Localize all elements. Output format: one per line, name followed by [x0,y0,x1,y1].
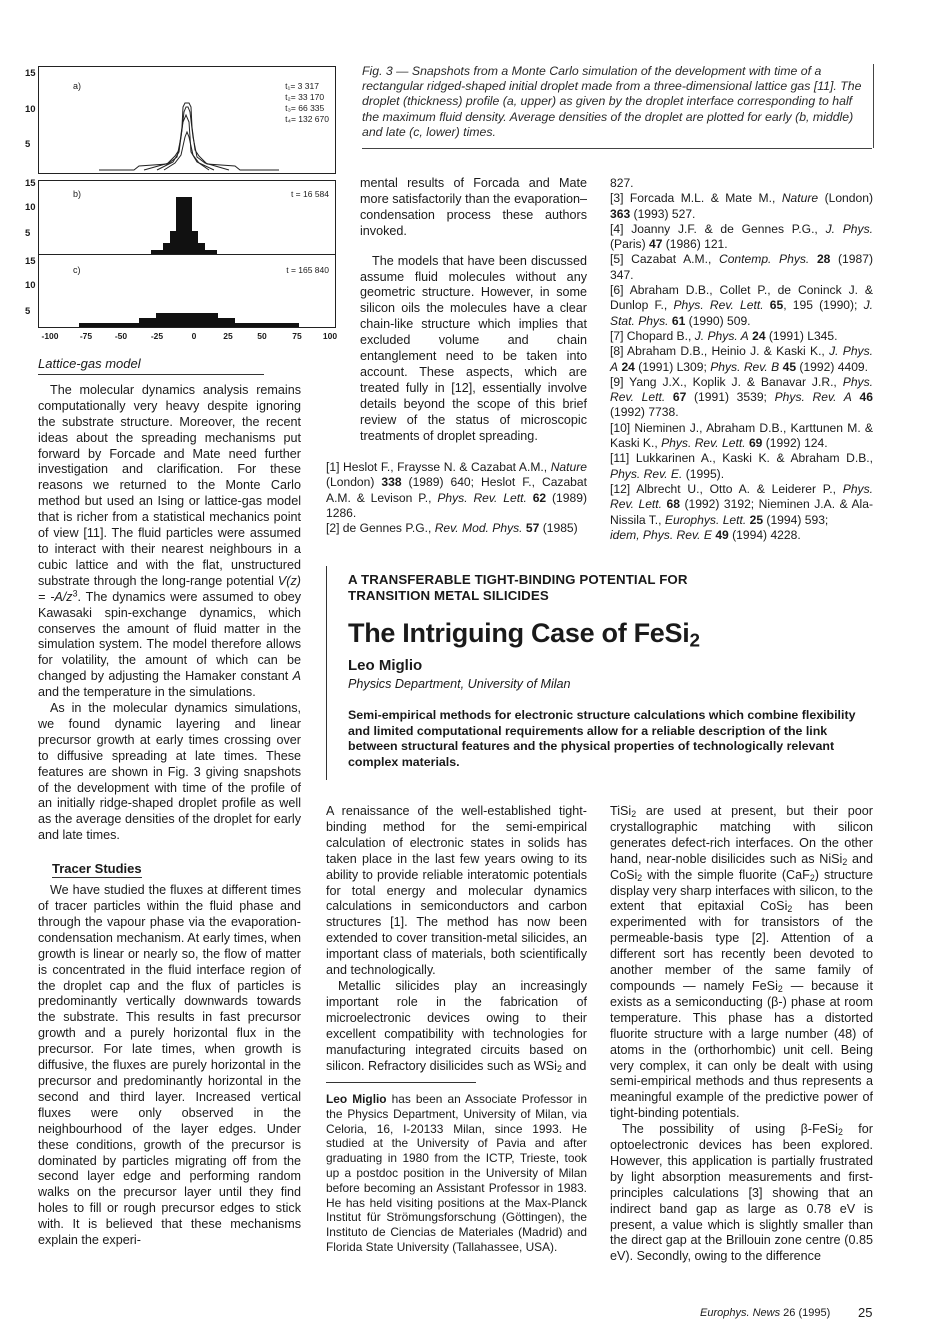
ref-text: (1992) 124. [762,436,828,451]
text-span: The molecular dynamics analysis remains computationally very heavy despite ignoring the substrate structure. Moreover, the recent ideas about the spreading mechanisms put forward by Forcade and Mate need further investigation and clarification. For these reasons we returned to the Monte Carlo method but used an Ising or lattice-gas model that is richer from a statistical mechanics point of view [11]. The fluid particles were assumed to interact with their nearest neighbours in a cubic lattice and with the flat, unstructured substrate through the long-range potential [38,382,301,588]
subscript: 2 [637,872,643,883]
text-span: and [561,1058,587,1073]
paragraph: A renaissance of the well-established tight-binding method for the semi-empirical calculation of electronic states in solids has taken place in the last few years owing to its ability to provide reliable interatomic potentials for total energy and molecular dynamics calculations in semiconductors and carbon structures [1]. The method has now been extended to cover transition-metal silicides, an important class of materials, both scientifically and technologically. [326,804,587,978]
ref-text [809,252,817,266]
ref-text: [1] Heslot F., Fraysse N. & Cazabat A.M., [326,460,551,474]
text-span: for optoelectronic devices has been explored. However, this application is partially frustrated by light absorption measurements and first-principles calculations [3] showing that an indirect band gap as large as 0.78 eV is present, a value which is slightly smaller than the direct gap at the Brillouin zone centre (0.85 eV). Secondly, owing to the difference [610,1122,874,1264]
ref-text: (Paris) [610,237,649,252]
paragraph [610,804,873,1122]
ref-text: [11] Lukkarinen A., Kaski K. & Abraham D.B., [610,451,873,466]
text-span: and CoSi [610,851,873,882]
ref-volume: 28 [816,252,831,267]
ref-journal: Phys. Rev. Lett. [610,481,873,512]
ref-text: (1990) 509. [685,313,751,328]
ref-text: (1991) L345. [765,328,838,343]
ref-journal: Phys. Rev. B [710,359,780,374]
article-column-1 [326,804,587,1074]
time-label: t₄= 132 670 [285,114,329,124]
x-tick: 25 [223,331,233,341]
ref-journal: Contemp. Phys. [718,252,810,267]
ref-text: (1986) 121. [662,237,728,252]
reference-item [326,521,587,536]
journal-volume: 26 [783,1307,796,1319]
panel-label-c: c) [73,265,81,275]
article-title [348,618,878,652]
subscript: 2 [837,1127,843,1138]
ref-text: (1985) [539,521,578,536]
title-subscript: 2 [689,630,700,652]
paragraph [38,383,301,701]
reference-item [610,329,873,344]
ref-text: (1994) 4228. [728,527,801,542]
references-right [610,176,873,543]
time-label: t₂= 33 170 [285,92,325,102]
reference-item [610,375,873,421]
ref-text: [12] Albrecht U., Otto A. & Leiderer P., [610,481,843,496]
x-tick: -50 [114,331,128,341]
ref-journal: Nature [781,191,819,206]
subscript: 2 [787,904,793,915]
ref-text: [2] de Gennes P.G., [326,521,435,536]
x-tick: -100 [41,331,59,341]
ref-journal: idem, Phys. Rev. E [610,527,712,542]
ref-text: 827. [610,176,634,190]
ref-text: [5] Cazabat A.M., [610,252,719,267]
ref-text [665,390,673,404]
ref-text: (1993) 527. [630,206,696,221]
ref-journal: Phys. Rev. Lett. [661,436,746,451]
ref-volume: 45 [782,359,797,374]
y-tick: 10 [25,104,36,115]
reference-item [610,528,873,543]
ref-journal: Phys. Rev. E. [610,466,683,481]
y-tick: 15 [25,256,36,267]
ref-journal: J. Phys. A [610,344,873,374]
ref-volume: 47 [648,237,663,252]
y-tick: 15 [25,178,36,189]
x-tick: 75 [292,331,302,341]
kicker [348,572,878,604]
bio-text: has been an Associate Professor in the Physics Department, University of Milan, via Celoria, 16, I-20133 Milan, since 1993. He studied at the University of Pavia and after graduating in 1980 from the ICTP, Trieste, took up a postdoc position in the University of Milan before becoming an Assistant Professor in 1983. He has held visiting positions at the Max-Planck Institut für Strömungsforschung (Göttingen), the Instituto de Ciencias de Materiales (Madrid) and Florida State University (Tallahassee, USA). [326,1092,587,1254]
ref-text: [7] Chopard B., [610,328,695,343]
ref-text: [6] Abraham D.B., Collet P., de Coninck J. & Dunlop F., [610,283,873,313]
ref-text: [9] Yang J.X., Koplik J. & Banavar J.R., [610,374,843,389]
ref-journal: J. Phys. [825,221,873,236]
panel-label-b: b) [73,189,82,199]
ref-volume: 49 [715,527,729,542]
ref-text: (1992) 7738. [610,405,679,420]
author-bio [326,1092,587,1255]
references-middle [326,460,587,536]
title-text: The Intriguing Case of FeSi [348,618,690,648]
section-heading-lattice-gas: Lattice-gas model [38,356,264,375]
ref-journal: Phys. Rev. Lett. [610,374,873,405]
x-tick: 100 [322,331,338,341]
paragraph: We have studied the fluxes at different times of tracer particles within the fluid phase and through the vapour phase via the evaporation-condensation mechanism. At early times, when growth is linear or nearly so, the flow of matter is concentrated in the fluid interface region of the droplet cap and the flux of particles is predominantly vertically downwards towards the substrate. This results in fast precursor growth and a purely horizontal flux in the precursor. For late times, when growth is diffusive, the fluxes are purely horizontal in the precursor and predominantly horizontal in the second and third layer. Increased vertical fluxes were only observed in the neighbourhood of the layer edges. Under these conditions, growth of the precursor is dominated by particles migrating off from the second layer edge and performing random walks on the precursor layer until they find holes to fill or rough precursor edges to stick with. It is believed that these mechanisms explain the experi- [38,883,301,1248]
text-span: ) structure display very sharp interfaces with silicon, to the extent that epitaxial CoSi [610,867,874,914]
ref-journal: Phys. Rev. A [774,390,852,405]
ref-volume: 46 [859,390,873,405]
panel-label-a: a) [73,81,82,91]
x-tick: -25 [150,331,164,341]
ref-text: [8] Abraham D.B., Heinio J. & Kaski K., [610,344,830,359]
ref-journal: Europhys. Lett. [664,512,747,527]
y-tick: 10 [25,280,36,291]
paragraph: mental results of Forcada and Mate more satisfactorily than the evaporation–condensation process these authors invoked. [360,176,587,238]
ref-text: (1989) 1286. [326,490,587,520]
journal-year: (1995) [795,1307,831,1319]
bio-name: Leo Miglio [326,1092,387,1106]
paragraph: The models that have been discussed assume fluid molecules without any geometric structure. However, in some silicon oils the molecules have a clear chain-like structure which implies that excluded volume and chain entanglement need to be taken into account. These aspects, which are treated fully in [12], essentially involve details beyond the scope of this brief review of the status of microscopic treatments of droplet spreading. [360,253,587,443]
ref-text: (London) [818,191,873,206]
text-span: TiSi [610,804,632,818]
figure-caption: Fig. 3 — Snapshots from a Monte Carlo simulation of the development with time of a rectangular ridged-shaped initial droplet made from a three-dimensional lattice gas [11]. The droplet (thickness) profile (a, upper) as given by the droplet interface corresponding to half the maximum fluid density. Average densities of the droplet are plotted for early (b, middle) and late (c, lower) times. [362,64,862,139]
ref-volume: 57 [525,521,540,536]
section-heading-tracer [52,861,301,877]
ref-volume: 67 [672,390,687,405]
ref-journal: J. Stat. Phys. [610,298,874,328]
journal-name: Europhys. News [700,1307,781,1319]
ref-text: (1991) 3539; [686,390,775,405]
y-tick: 10 [25,202,36,213]
text-span: . The dynamics were assumed to obey Kawasaki spin-exchange dynamics, which conserves the amount of fluid matter in the simulation system. The model therefore allows for volatility, the amount of which can be changed by adjusting the Hamaker constant [38,589,301,684]
time-label-b: t = 16 584 [290,189,329,199]
reference-item [610,421,873,452]
article-column-2 [610,804,873,1265]
ref-text: [3] Forcada M.L. & Mate M., [610,191,782,206]
text-span: with the simple fluorite (CaF [642,867,810,882]
ref-journal: Nature [550,460,587,474]
heading-text: Tracer Studies [52,861,142,877]
formula: V(z) = -A/z [38,573,301,604]
ref-volume: 24 [621,359,635,374]
text-span: has been experimented with for transistors of the permeable-basis type [2]. Attention of a different sort has recently been devoted to another member of the same family of compounds — namely FeSi [610,899,873,993]
ref-text [852,390,860,404]
ref-text: [10] Nieminen J., Abraham D.B., Karttunen M. & Kaski K., [610,420,873,451]
ref-text: , 195 (1990); [783,298,864,313]
subscript: 2 [556,1063,562,1074]
subscript: 2 [631,809,637,820]
reference-item [610,176,873,191]
reference-item [610,344,873,375]
ref-journal: Phys. Rev. Lett. [673,298,764,313]
subscript: 2 [842,856,848,867]
journal-footer [700,1307,830,1319]
reference-item [610,252,873,283]
ref-volume: 68 [666,497,680,512]
ref-text: [4] Joanny J.F. & de Gennes P.G., [610,221,826,236]
ref-text: (1995). [682,466,725,481]
paragraph [610,1122,873,1265]
ref-journal: Phys. Rev. Lett. [437,490,527,505]
x-tick: -75 [79,331,93,341]
time-label: t₃= 66 335 [285,103,325,113]
time-legend-a [285,81,329,125]
reference-item [610,451,873,482]
ref-text: (1991) L309; [634,359,711,374]
ref-text: (London) [326,475,382,490]
x-tick: 50 [257,331,267,341]
panel-c [38,254,336,328]
abstract: Semi-empirical methods for electronic structure calculations which combine flexibility and limited computational requirements allow for a reliable description of the link between structural features and the physical properties of technologically relevant complex materials. [348,708,856,769]
text-span: and the temperature in the simulations. [38,685,256,700]
x-tick: 0 [191,331,197,341]
reference-item [610,482,873,528]
y-tick: 5 [25,139,31,150]
ref-volume: 363 [610,206,631,221]
author-affiliation: Physics Department, University of Milan [348,677,571,691]
exponent: 3 [72,588,78,599]
paragraph [326,979,587,1074]
reference-item [326,460,587,521]
reference-item [610,191,873,222]
page-number: 25 [858,1305,873,1320]
ref-journal: Rev. Mod. Phys. [434,521,523,536]
left-column [38,356,301,1249]
subscript: 2 [809,872,815,883]
ref-journal: J. Phys. A [694,328,749,343]
y-tick: 5 [25,228,31,239]
ref-volume: 25 [749,512,764,527]
subscript: 2 [777,984,783,995]
reference-item [610,222,873,253]
ref-text: (1992) 4409. [796,359,869,374]
ref-volume: 61 [671,313,686,328]
time-label: t₁= 3 317 [285,81,319,91]
panel-a [38,66,336,174]
kicker-line: A TRANSFERABLE TIGHT-BINDING POTENTIAL FOR [348,572,688,587]
ref-text: (1992) 3192; Nieminen J.A. & Ala-Nissila T., [610,497,873,527]
reference-item [610,283,873,329]
author-name: Leo Miglio [348,657,423,674]
ref-volume: 62 [532,490,547,505]
panel-b [38,180,336,256]
text-span: Metallic silicides play an increasingly important role in the fabrication of microelectronic devices owing to their excellent compatibility with technologies for manufacturing integrated circuits based on silicon. Refractory disilicides such as WSi [326,978,587,1073]
middle-column [326,176,587,445]
y-tick: 5 [25,306,31,317]
ref-text: (1989) 640; Heslot F., Cazabat A.M. & Levison P., [326,475,587,505]
ref-volume: 69 [748,436,763,451]
ref-volume: 65 [769,298,784,313]
article-rule [326,566,327,780]
y-tick: 15 [25,68,36,79]
caption-rule [362,148,872,149]
ref-volume: 338 [381,475,402,490]
caption-side-rule [873,64,874,148]
time-label-c: t = 165 840 [286,265,329,275]
text-span: The possibility of using β-FeSi [622,1122,838,1137]
kicker-line: TRANSITION METAL SILICIDES [348,588,549,603]
article-header [348,572,878,770]
paragraph: As in the molecular dynamics simulations, we found dynamic layering and linear precursor growth at early times crossing over to diffusive spreading at late times. These features are shown in Fig. 3 giving snapshots of the development with time of the profile of an initially ridge-shaped droplet profile as well as the average densities of the droplet for early and late times. [38,701,301,843]
ref-volume: 24 [752,328,766,343]
bio-rule [326,1082,476,1083]
symbol: A [292,669,302,684]
text-span: — because it exists as a semiconducting (β-) phase at room temperature. This phase has a distorted fluorite structure with a large number (48) of atoms in the (orthorhombic) unit cell. Being very complex, it can only be dealt with using semi-empirical methods and thus represents a meaningful example of the predictive power of tight-binding potentials. [610,978,873,1121]
ref-text: (1987) 347. [610,252,873,282]
ref-text: (1994) 593; [763,512,829,527]
text-span: are used at present, but their poor crystallographic matching with silicon generates defect-rich interfaces. On the other hand, near-noble disilicides such as NiSi [610,804,873,866]
